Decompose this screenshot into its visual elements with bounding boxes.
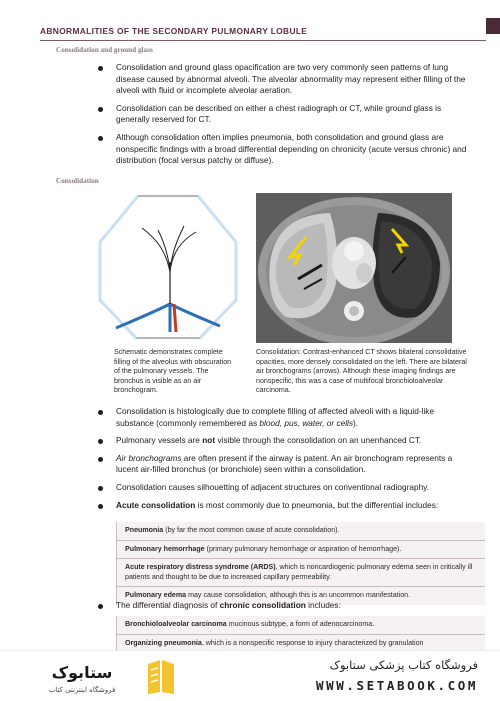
alveolus-schematic-figure — [96, 192, 240, 350]
text-run-bold: not — [202, 435, 216, 446]
list-item — [117, 559, 485, 587]
text-run-italic: blood, pus, water, or cells — [259, 417, 354, 428]
term: Bronchioloalveolar carcinoma — [125, 620, 227, 628]
text-run: The differential diagnosis of — [116, 600, 220, 610]
text-run: visible through the consolidation on an unenhanced CT. — [215, 435, 422, 446]
store-url-link[interactable]: WWW.SETABOOK.COM — [315, 678, 478, 693]
term: Pneumonia — [125, 526, 164, 534]
text-run-bold: chronic consolidation — [219, 600, 306, 610]
setabook-logo — [26, 660, 138, 696]
svg-text:فروشگاه اینترنتی کتاب: فروشگاه اینترنتی کتاب — [48, 686, 116, 694]
term: Organizing pneumonia — [125, 638, 202, 647]
description: (by far the most common cause of acute consolidation). — [163, 526, 340, 534]
chapter-tab-marker — [486, 18, 500, 34]
store-name-persian: فروشگاه کتاب پزشکی ستابوک — [329, 658, 478, 672]
chronic-bullet-list — [96, 600, 468, 618]
intro-bullet-list — [96, 62, 468, 173]
text-run: Consolidation is histologically due to complete filling of affected alveoli with a liquid-like substance (commonly remembered as — [116, 406, 435, 428]
list-item — [96, 435, 468, 447]
section-heading-consolidation-ground-glass: Consolidation and ground glass — [56, 46, 153, 54]
ct-scan-image — [256, 193, 452, 343]
acute-differential-box — [116, 522, 485, 605]
list-item: Consolidation can be described on either a chest radiograph or CT, while ground glass is generally reserved for CT. — [96, 103, 468, 126]
book-icon — [146, 658, 176, 696]
description: mucinous subtype, a form of adenocarcinoma. — [226, 620, 375, 628]
chronic-differential-box — [116, 616, 485, 652]
list-item — [96, 500, 468, 512]
description: may cause consolidation, although this is an uncommon manifestation. — [186, 591, 411, 600]
consolidation-bullet-list — [96, 406, 468, 517]
description: , which is a nonspecific response to injury characterized by granulation — [201, 638, 424, 647]
header-rule — [40, 40, 486, 41]
running-head: ABNORMALITIES OF THE SECONDARY PULMONARY LOBULE — [40, 26, 308, 36]
term: Acute respiratory distress syndrome (ARDS) — [125, 563, 276, 572]
list-item: Consolidation causes silhouetting of adjacent structures on conventional radiography. — [96, 482, 468, 494]
text-run: Pulmonary vessels are — [116, 435, 203, 446]
text-run-italic: Air bronchograms — [116, 452, 182, 463]
text-run: ). — [353, 417, 359, 428]
list-item — [117, 616, 485, 635]
text-run: includes: — [305, 600, 341, 610]
figure-caption-left: Schematic demonstrates complete filling of the alveolus with obscuration of the pulmonary vessels. The bronchus is visible as an air bronchogram. — [114, 348, 232, 395]
list-item — [117, 541, 485, 560]
list-item — [96, 453, 468, 476]
list-item: Although consolidation often implies pneumonia, both consolidation and ground glass are nonspecific findings with a broad differential depending on chronicity (acute versus chronic) and distribution (focal versus patchy or diffuse). — [96, 132, 468, 167]
text-run: are often present if the airway is patent. An air bronchogram represents a lucent air-filled bronchus (or bronchiole) seen within a consolidation. — [116, 452, 453, 475]
section-heading-consolidation: Consolidation — [56, 177, 99, 185]
list-item: Consolidation and ground glass opacification are two very commonly seen patterns of lung disease caused by abnormal alveoli. The alveolar abnormality may represent either filling of the alveoli with fluid or incomplete alveolar aeration. — [96, 62, 468, 97]
list-item — [117, 522, 485, 541]
description: (primary pulmonary hemorrhage or aspiration of hemorrhage). — [204, 544, 402, 553]
list-item — [96, 406, 468, 429]
term: Pulmonary hemorrhage — [125, 544, 205, 553]
text-run: is most commonly due to pneumonia, but the differential includes: — [195, 499, 439, 510]
text-run-bold: Acute consolidation — [116, 499, 196, 510]
figure-caption-right: Consolidation: Contrast-enhanced CT shows bilateral consolidative opacities, more densely consolidated on the left. There are bilateral air bronchograms (arrows). Although these imaging findings are nonspecific, this was a case of multifocal bronchioloalveolar carcinoma. — [256, 348, 467, 395]
list-item — [96, 600, 468, 612]
description: , which is noncardiogenic pulmonary edema seen in critically ill patients and thought to be due to increased capillary permeability. — [125, 563, 473, 581]
term: Pulmonary edema — [125, 591, 187, 600]
svg-text:ستابوک: ستابوک — [51, 663, 113, 682]
